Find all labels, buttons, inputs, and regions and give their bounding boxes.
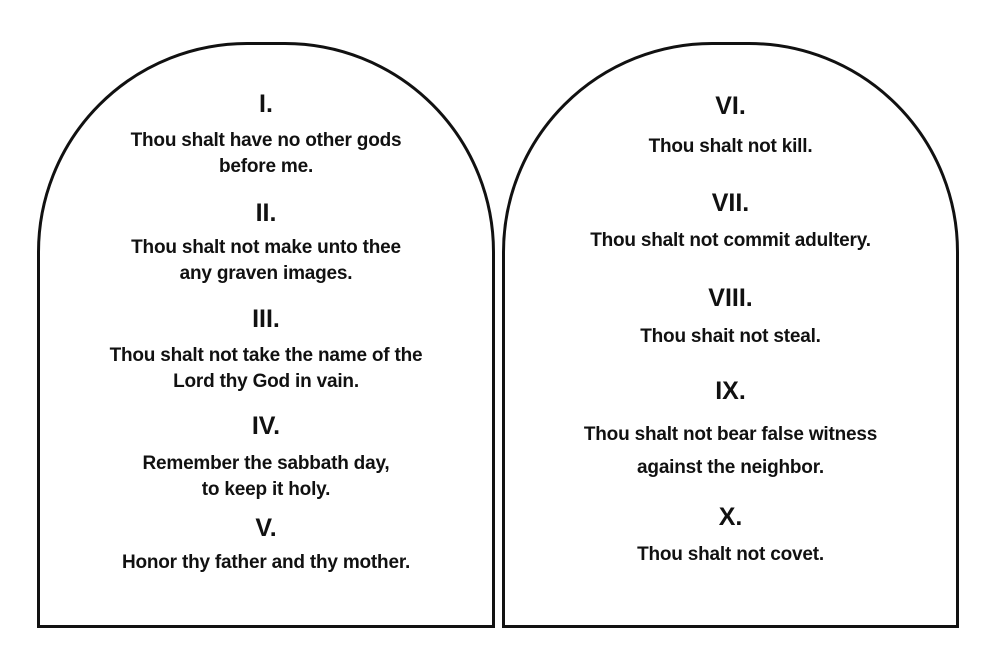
commandment-numeral: IX. [715, 377, 746, 405]
commandment-6-text [505, 134, 956, 160]
commandment-numeral: III. [252, 305, 280, 333]
commandment-text-line: any graven images. [179, 263, 353, 284]
commandment-6 [505, 91, 956, 121]
commandment-text-line: Thou shalt not bear false witness [583, 424, 878, 445]
commandment-text-line: Thou shalt not make unto thee [131, 237, 401, 258]
commandment-9-text [505, 418, 956, 484]
commandment-text-line: Thou shait not steal. [640, 326, 821, 347]
commandment-numeral: I. [259, 90, 273, 118]
commandment-4-text [40, 451, 492, 503]
commandment-5-text [40, 550, 492, 576]
commandment-2 [40, 198, 492, 228]
commandment-7-text [505, 228, 956, 254]
commandment-9 [505, 376, 956, 406]
commandment-10 [505, 502, 956, 532]
commandment-5 [40, 513, 492, 543]
commandment-text-line: Thou shalt have no other gods [130, 130, 402, 151]
commandment-numeral: II. [255, 199, 277, 227]
commandment-text-line: Lord thy God in vain. [173, 371, 359, 392]
commandment-text-line: to keep it holy. [201, 479, 331, 500]
commandment-10-text [505, 542, 956, 568]
commandment-1 [40, 89, 492, 119]
commandment-3 [40, 304, 492, 334]
commandment-numeral: VI. [715, 92, 746, 120]
commandment-4 [40, 411, 492, 441]
commandment-text-line: Thou shalt not covet. [637, 544, 824, 565]
commandment-8 [505, 283, 956, 313]
commandment-1-text [40, 128, 492, 180]
left-tablet [37, 42, 495, 628]
commandment-numeral: X. [718, 503, 743, 531]
commandment-3-text [40, 343, 492, 395]
commandment-7 [505, 188, 956, 218]
commandment-text-line: before me. [218, 156, 314, 177]
commandment-numeral: V. [255, 514, 277, 542]
commandment-text-line: Honor thy father and thy mother. [121, 552, 411, 573]
right-tablet [502, 42, 959, 628]
commandment-text-line: Thou shalt not kill. [648, 136, 813, 157]
commandment-text-line: Remember the sabbath day, [142, 453, 390, 474]
commandment-text-line: Thou shalt not commit adultery. [590, 230, 871, 251]
commandment-numeral: VIII. [708, 284, 753, 312]
commandment-numeral: IV. [251, 412, 281, 440]
commandment-text-line: against the neighbor. [637, 457, 824, 478]
commandment-numeral: VII. [711, 189, 750, 217]
commandment-8-text [505, 324, 956, 350]
commandment-text-line: Thou shalt not take the name of the [109, 345, 423, 366]
commandment-2-text [40, 235, 492, 287]
